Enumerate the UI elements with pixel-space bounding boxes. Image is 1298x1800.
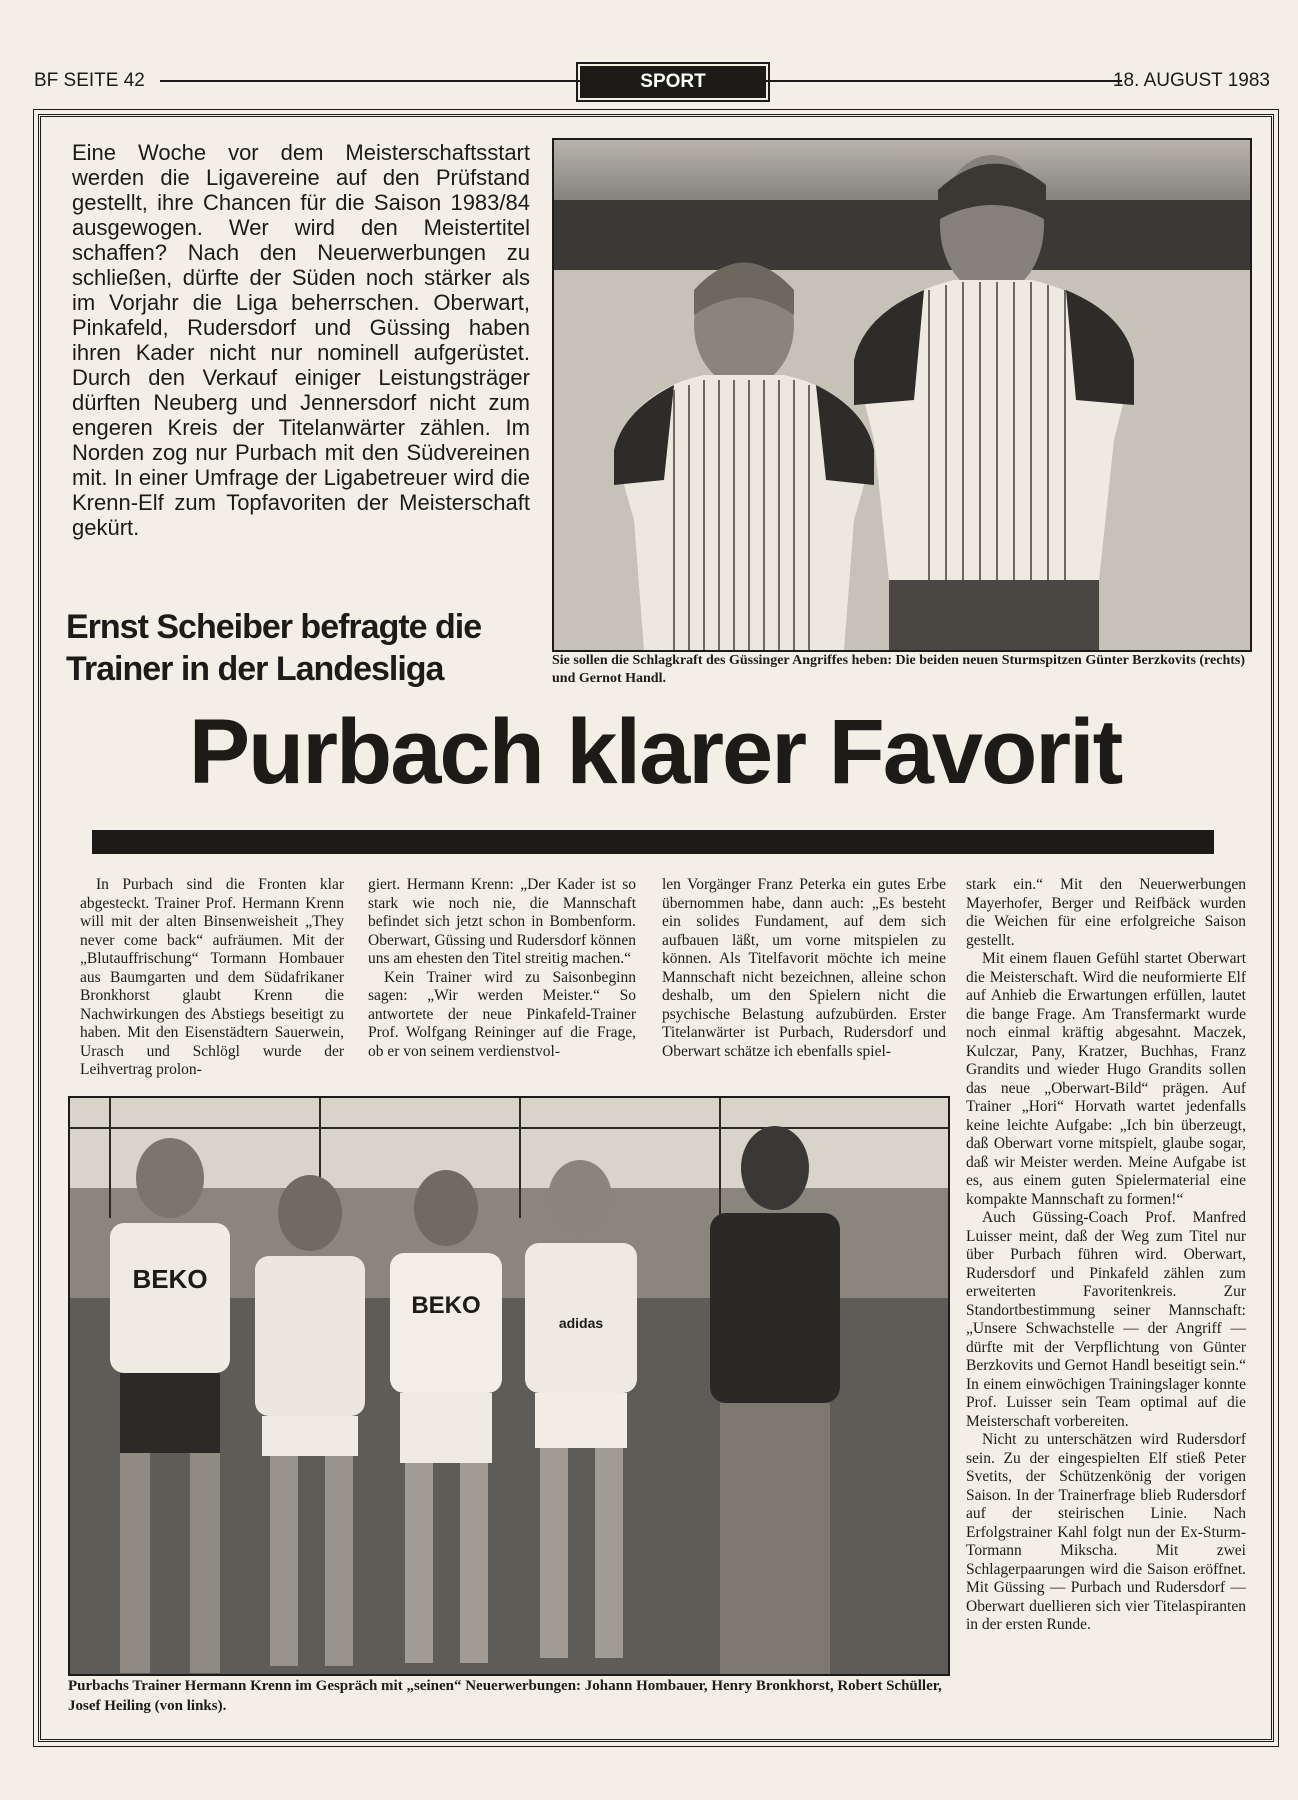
section-tag: SPORT: [580, 66, 766, 98]
article-column-2: [368, 876, 636, 1061]
photo-purbach-new-signings: [68, 1096, 950, 1676]
article-column-1: [80, 876, 344, 1080]
paragraph: Nicht zu unterschätzen wird Rudersdorf sein. Zu der eingespielten Elf stieß Peter Svetits, der Schützenkönig der vorigen Saison. In der Trainerfrage blieb Rudersdorf auf der steirischen Linie. Nach Erfolgstrainer Kahl folgt nun der Ex-Sturm-Tormann Mikscha. Mit zwei Schlagerpaarungen wird die Saison eröffnet. Mit Güssing — Purbach und Rudersdorf — Oberwart duellieren sich vier Titelaspiranten in der ersten Runde.: [966, 1431, 1246, 1633]
paragraph: Kein Trainer wird zu Saisonbeginn sagen: „Wir werden Meister.“ So antwortete der neue Pinkafeld-Trainer Prof. Wolfgang Reininger auf die Frage, ob er von seinem verdienstvol-: [368, 968, 636, 1060]
paragraph: len Vorgänger Franz Peterka ein gutes Erbe übernommen habe, dann auch: „Es besteht ein solides Fundament, auf dem sich aufbauen läßt, um vorne mitspielen zu können. Als Titelfavorit möchte ich meine Mannschaft nicht bezeichnen, alleine schon deshalb, um den Spielern nicht die psychische Belastung aufzubürden. Erster Titelanwärter ist Purbach, Rudersdorf und Oberwart schätze ich ebenfalls spiel-: [662, 876, 946, 1060]
article-column-4: [966, 876, 1246, 1635]
article-column-3: [662, 876, 946, 1061]
paragraph: In Purbach sind die Fronten klar abgesteckt. Trainer Prof. Hermann Krenn will mit der alten Binsenweisheit „They never come back“ aufräumen. Mit der „Blutauffrischung“ Tormann Hombauer aus Baumgarten und dem Südafrikaner Bronkhorst glaubt Krenn die Nachwirkungen des Abstiegs beseitigt zu haben. Mit den Eisenstädtern Sauerwein, Urasch und Schlögl wurde der Leihvertrag prolon-: [80, 876, 344, 1078]
main-headline: Purbach klarer Favorit: [188, 701, 1122, 803]
intro-paragraph: Eine Woche vor dem Meisterschaftsstart werden die Ligavereine auf den Prüfstand gestellt, ihre Chancen für die Saison 1983/84 ausgewogen. Wer wird den Meistertitel schaffen? Nach den Neuerwerbungen zu schließen, dürfte der Süden noch stärker als im Vorjahr die Liga beherrschen. Oberwart, Pinkafeld, Rudersdorf und Güssing haben ihren Kader nicht nur nominell aufgerüstet. Durch den Verkauf einiger Leistungsträger dürften Neuberg und Jennersdorf nicht zum engeren Kreis der Titelanwärter zählen. Im Norden zog nur Purbach mit den Südvereinen mit. In einer Umfrage der Ligabetreuer wird die Krenn-Elf zum Topfavoriten der Meisterschaft gekürt.: [72, 140, 530, 540]
page-header: [34, 66, 1270, 96]
headline-rule: [92, 830, 1214, 854]
paragraph: stark ein.“ Mit den Neuerwerbungen Mayerhofer, Berger und Reifbäck wurden die Weichen für eine erfolgreiche Saison gestellt.: [966, 876, 1246, 949]
header-rule-right: [762, 80, 1122, 82]
photo-caption-strikers: Sie sollen die Schlagkraft des Güssinger Angriffes heben: Die beiden neuen Sturmspitzen Günter Berzkovits (rechts) und Gernot Handl.: [552, 653, 1245, 686]
paragraph: Mit einem flauen Gefühl startet Oberwart die Meisterschaft. Wird die neuformierte Elf auf Anhieb die Erwartungen erfüllen, lautet die bange Frage. Am Transfermarkt wurde noch einmal kräftig abgesahnt. Maczek, Kulczar, Pany, Kratzer, Buchhas, Franz Grandits und wieder Hugo Grandits sollen das neue „Oberwart-Bild“ prägen. Auf Trainer „Hori“ Horvath wartet jedenfalls keine leichte Aufgabe: „Ich bin überzeugt, daß Oberwart vorne mitspielt, glaube sogar, daß wir Meister werden. Meine Aufgabe ist es, aus einem guten Spielermaterial eine kompakte Mannschaft zu formen!“: [966, 950, 1246, 1208]
photo-caption-signings: Purbachs Trainer Hermann Krenn im Gespräch mit „seinen“ Neuerwerbungen: Johann Hombauer, Henry Bronkhorst, Robert Schüller, Josef Heiling (von links).: [68, 1678, 942, 1714]
shirt-sponsor-text: BEKO: [411, 1292, 481, 1319]
paragraph: Auch Güssing-Coach Prof. Manfred Luisser meint, daß der Weg zum Titel nur über Purbach führen wird. Oberwart, Rudersdorf und Pinkafeld zählen zum erweiterten Favoritenkreis. Zur Standortbestimmung seiner Mannschaft: „Unsere Schwachstelle — der Angriff — dürfte mit der Verpflichtung von Günter Berzkovits und Gernot Handl beseitigt sein.“ In einem einwöchigen Trainingslager konnte Prof. Luisser sein Team optimal auf die Meisterschaft vorbereiten.: [966, 1209, 1246, 1430]
photo-two-strikers: [552, 138, 1252, 652]
issue-date: 18. AUGUST 1983: [1112, 70, 1270, 91]
paragraph: giert. Hermann Krenn: „Der Kader ist so stark wie noch nie, die Mannschaft befindet sich jetzt schon in Bombenform. Oberwart, Güssing und Rudersdorf können uns am ehesten den Titel streitig machen.“: [368, 876, 636, 967]
shirt-sponsor-text: adidas: [558, 1315, 604, 1331]
header-rule-left: [160, 80, 580, 82]
kicker-subheadline: Ernst Scheiber befragte die Trainer in der Landesliga: [66, 608, 482, 688]
shirt-sponsor-text: BEKO: [132, 1264, 208, 1294]
page-number: BF SEITE 42: [34, 70, 145, 91]
